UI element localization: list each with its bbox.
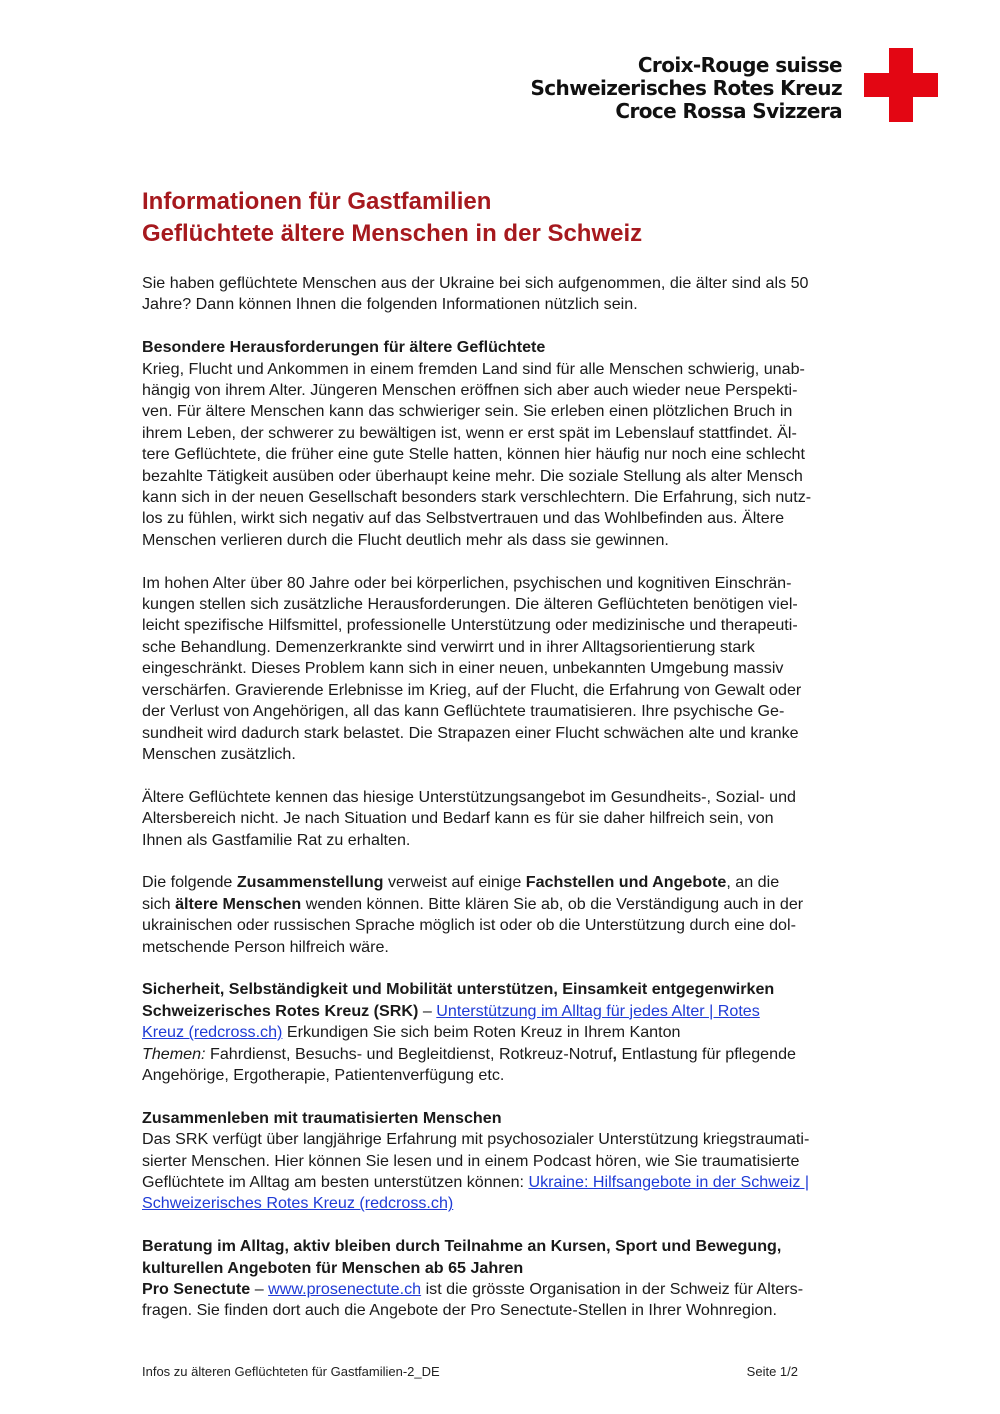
- text-line: Jahre? Dann können Ihnen die folgenden Informationen nützlich sein.: [142, 295, 638, 314]
- text-line: ven. Für ältere Menschen kann das schwieriger sein. Sie erleben einen plötzlichen Bruch in: [142, 402, 793, 421]
- text-line: [142, 1044, 922, 1065]
- bold-run: ,: [612, 1044, 618, 1063]
- text-line: kann sich in der neuen Gesellschaft besonders stark verschlechtern. Die Erfahrung, sich nutz-: [142, 488, 812, 507]
- text-run: –: [418, 1001, 437, 1020]
- org-name-de: Schweizerisches Rotes Kreuz: [530, 76, 842, 100]
- challenges-paragraph: [142, 359, 922, 552]
- footer-page-number: Seite 1/2: [746, 1364, 798, 1379]
- text-line: [142, 894, 922, 915]
- text-run: wenden können. Bitte klären Sie ab, ob die Verständigung auch in der: [301, 894, 804, 913]
- text-line: Altersbereich nicht. Je nach Situation und Bedarf kann es für sie daher hilfreich sein, von: [142, 809, 774, 828]
- text-line: tere Geflüchtete, die früher eine gute Stelle hatten, können hier häufig nur noch eine schlecht: [142, 445, 805, 464]
- text-line: sierter Menschen. Hier können Sie lesen und in einem Podcast hören, wie Sie traumatisierte: [142, 1151, 800, 1170]
- text-run: Fahrdienst, Besuchs- und Begleitdienst, Rotkreuz-Notruf: [205, 1044, 613, 1063]
- text-run: Entlastung für pflegende: [617, 1044, 796, 1063]
- support-offer-paragraph: [142, 787, 922, 851]
- text-line: Menschen zusätzlich.: [142, 744, 296, 763]
- text-line: Im hohen Alter über 80 Jahre oder bei körperlichen, psychischen und kognitiven Einschrän-: [142, 573, 792, 592]
- text-line: Das SRK verfügt über langjährige Erfahrung mit psychosozialer Unterstützung kriegstraumati-: [142, 1130, 810, 1149]
- text-run: –: [250, 1279, 269, 1298]
- text-line: [142, 1193, 922, 1214]
- srk-paragraph: [142, 1001, 922, 1087]
- org-name-it: Croce Rossa Svizzera: [615, 99, 842, 123]
- text-line: bezahlte Tätigkeit ausüben oder überhaupt keine mehr. Die soziale Stellung als alter Mensch: [142, 466, 803, 485]
- text-line: metschende Person hilfreich wäre.: [142, 937, 389, 956]
- text-run: Die folgende: [142, 873, 237, 892]
- section-heading-challenges: Besondere Herausforderungen für ältere Geflüchtete: [142, 338, 546, 357]
- bold-run: ältere Menschen: [175, 894, 302, 913]
- text-line: fragen. Sie finden dort auch die Angebote der Pro Senectute-Stellen in Ihrer Wohnregion.: [142, 1301, 777, 1320]
- text-line: verschärfen. Gravierende Erlebnisse im Krieg, auf der Flucht, die Erfahrung von Gewalt oder: [142, 680, 802, 699]
- text-run: verweist auf einige: [383, 873, 526, 892]
- srk-support-link[interactable]: Unterstützung im Alltag für jedes Alter | Rotes: [436, 1001, 760, 1020]
- red-cross-horizontal-bar: [864, 73, 938, 97]
- srk-support-link-cont[interactable]: Kreuz (redcross.ch): [142, 1023, 283, 1042]
- title-line-1: Informationen für Gastfamilien: [142, 188, 492, 215]
- heading-line: Beratung im Alltag, aktiv bleiben durch Teilnahme an Kursen, Sport und Bewegung,: [142, 1237, 782, 1256]
- logo-text: [531, 54, 843, 123]
- text-run: , an die: [726, 873, 780, 892]
- bold-run: Zusammenstellung: [236, 873, 384, 892]
- themes-label: Themen:: [142, 1044, 206, 1063]
- text-line: ihrem Leben, der schwerer zu bewältigen ist, wenn er erst spät im Lebenslauf stattfindet. Äl-: [142, 423, 797, 442]
- text-line: los zu fühlen, wirkt sich negativ auf das Selbstvertrauen und das Wohlbefinden aus. Ältere: [142, 509, 785, 528]
- ukraine-help-link[interactable]: Ukraine: Hilfsangebote in der Schweiz |: [528, 1172, 810, 1191]
- text-line: der Verlust von Angehörigen, all das kann Geflüchtete traumatisieren. Ihre psychische Ge-: [142, 702, 785, 721]
- text-run: sich: [142, 894, 176, 913]
- pro-senectute-paragraph: [142, 1279, 922, 1322]
- red-cross-icon: [864, 48, 938, 122]
- text-line: sundheit wird dadurch stark belastet. Die Strapazen einer Flucht schwächen alte und kranke: [142, 723, 799, 742]
- ukraine-help-link-cont[interactable]: Schweizerisches Rotes Kreuz (redcross.ch): [142, 1194, 454, 1213]
- text-line: Ihnen als Gastfamilie Rat zu erhalten.: [142, 830, 411, 849]
- bold-run: Fachstellen und Angebote: [525, 873, 727, 892]
- text-line: ukrainischen oder russischen Sprache möglich ist oder ob die Unterstützung durch eine dol-: [142, 916, 796, 935]
- text-line: [142, 1279, 922, 1300]
- text-line: hängig von ihrem Alter. Jüngeren Menschen eröffnen sich aber auch wieder neue Perspekti-: [142, 381, 798, 400]
- text-line: [142, 1172, 922, 1193]
- intro-paragraph: [142, 273, 922, 316]
- text-run: Erkundigen Sie sich beim Roten Kreuz in Ihrem Kanton: [282, 1023, 681, 1042]
- text-line: Angehörige, Ergotherapie, Patientenverfügung etc.: [142, 1065, 505, 1084]
- pro-senectute-link[interactable]: www.prosenectute.ch: [268, 1279, 422, 1298]
- title-line-2: Geflüchtete ältere Menschen in der Schweiz: [142, 220, 643, 247]
- text-line: Ältere Geflüchtete kennen das hiesige Unterstützungsangebot im Gesundheits-, Sozial- und: [142, 787, 796, 806]
- org-name-srk: Schweizerisches Rotes Kreuz (SRK): [142, 1001, 419, 1020]
- text-line: kungen stellen sich zusätzliche Herausforderungen. Die älteren Geflüchteten benötigen viel-: [142, 595, 798, 614]
- text-line: eingeschränkt. Dieses Problem kann sich in einer neuen, unbekannten Umgebung massiv: [142, 659, 784, 678]
- text-line: Sie haben geflüchtete Menschen aus der Ukraine bei sich aufgenommen, die älter sind als 50: [142, 274, 809, 292]
- text-run: ist die grösste Organisation in der Schweiz für Alters-: [421, 1279, 804, 1298]
- text-line: [142, 872, 922, 893]
- footer-doc-name: Infos zu älteren Geflüchteten für Gastfamilien-2_DE: [142, 1364, 440, 1379]
- section-heading-safety: Sicherheit, Selbständigkeit und Mobilität unterstützen, Einsamkeit entgegenwirken: [142, 980, 775, 999]
- section-heading-advice: [142, 1236, 922, 1279]
- org-name-fr: Croix-Rouge suisse: [637, 53, 842, 77]
- text-line: sche Behandlung. Demenzerkrankte sind verwirrt und in ihrer Alltagsorientierung stark: [142, 637, 755, 656]
- trauma-paragraph: [142, 1129, 922, 1215]
- text-line: Krieg, Flucht und Ankommen in einem fremden Land sind für alle Menschen schwierig, unab-: [142, 359, 805, 378]
- text-line: Menschen verlieren durch die Flucht deutlich mehr als dass sie gewinnen.: [142, 530, 669, 549]
- section-heading-trauma: Zusammenleben mit traumatisierten Menschen: [142, 1108, 502, 1127]
- heading-line: kulturellen Angeboten für Menschen ab 65 Jahren: [142, 1258, 524, 1277]
- elderly-challenges-paragraph: [142, 573, 922, 766]
- text-line: [142, 1001, 922, 1022]
- document-title: [142, 186, 902, 250]
- overview-paragraph: [142, 872, 922, 958]
- document-body: [142, 273, 922, 1343]
- org-name-pro-senectute: Pro Senectute: [142, 1279, 251, 1298]
- text-run: Geflüchtete im Alltag am besten unterstützen können:: [142, 1172, 529, 1191]
- page-footer: [142, 1364, 798, 1379]
- text-line: [142, 1022, 922, 1043]
- text-line: leicht spezifische Hilfsmittel, professionelle Unterstützung oder medizinische und therapeuti-: [142, 616, 798, 635]
